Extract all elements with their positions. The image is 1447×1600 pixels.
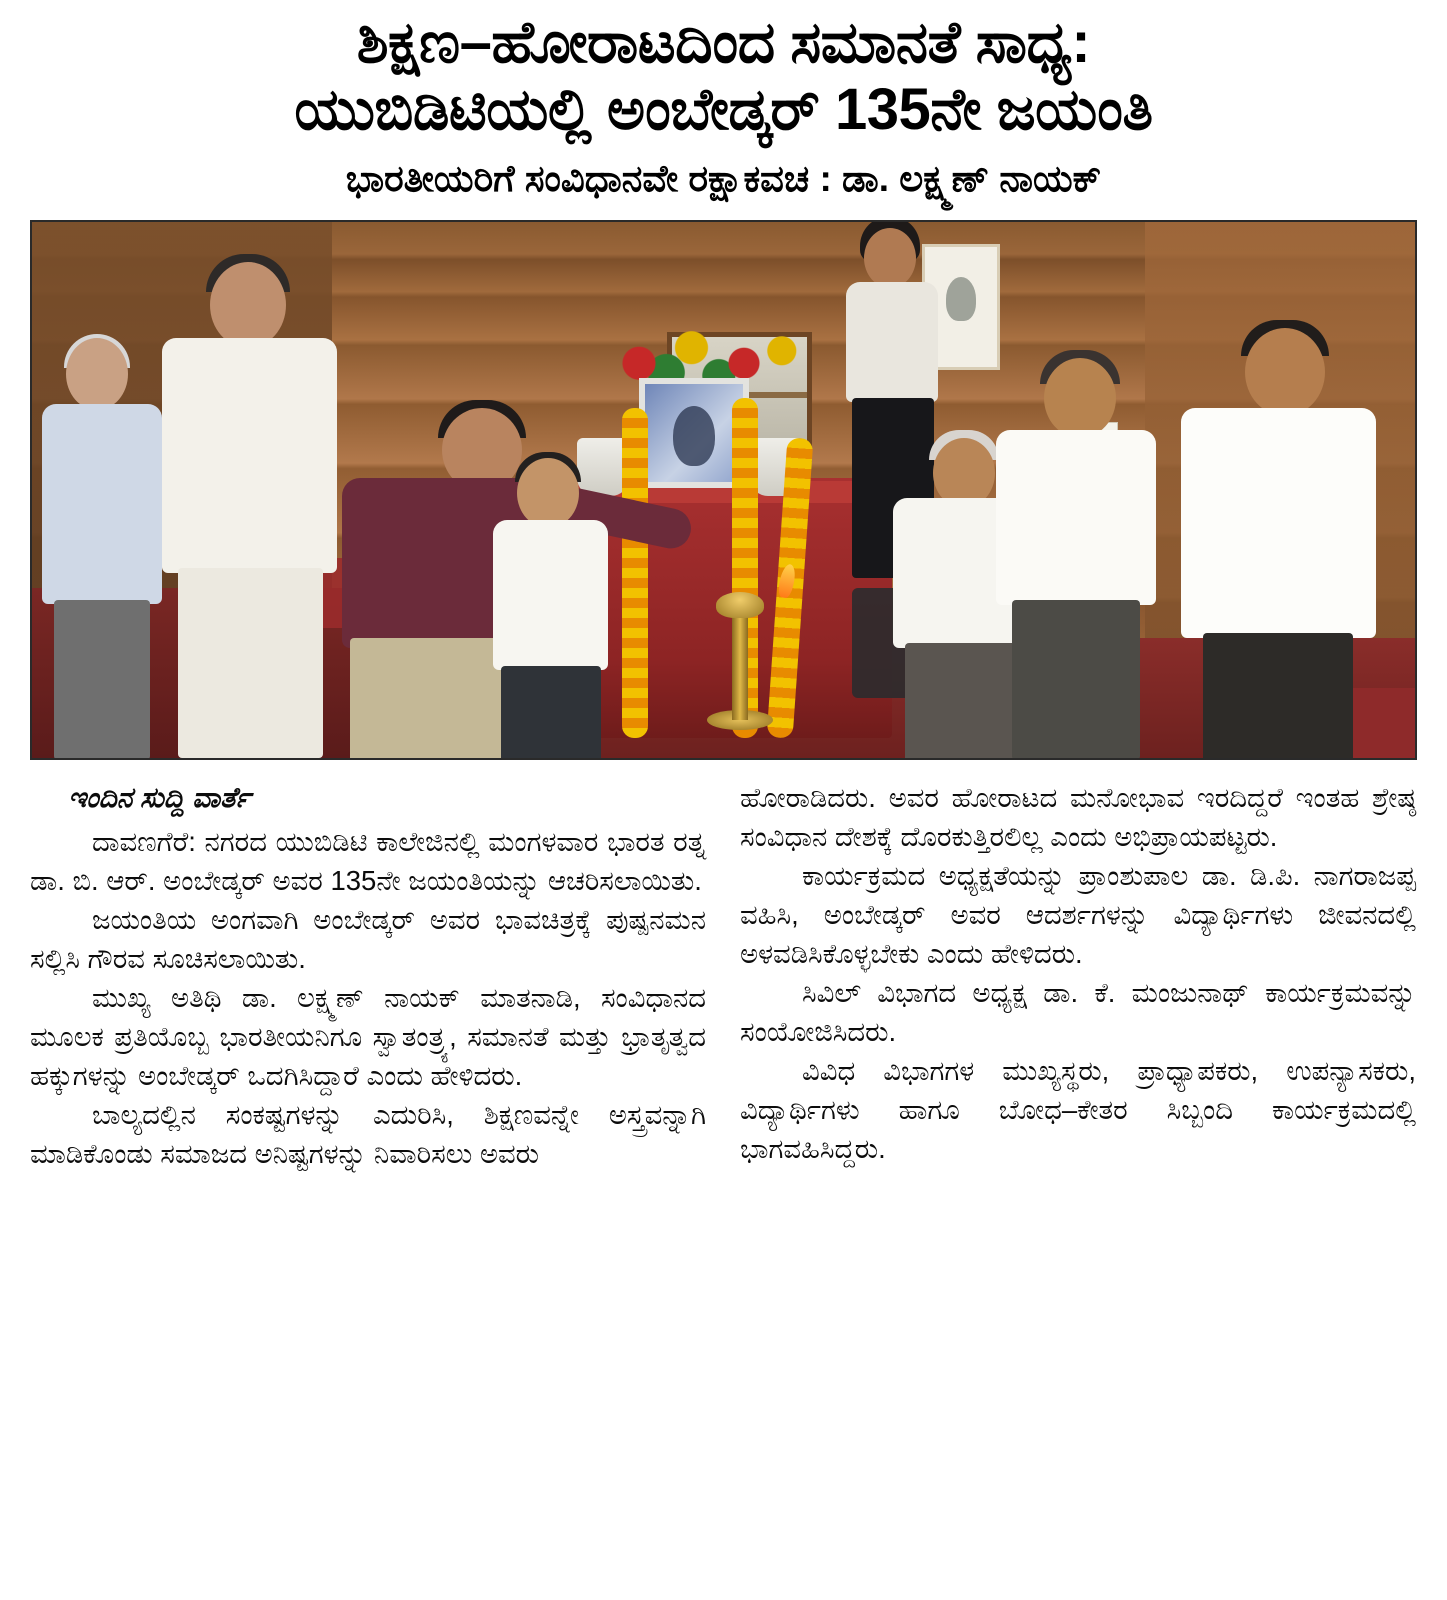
photo-scene xyxy=(32,222,1415,758)
person-8-torso xyxy=(1181,408,1376,638)
person-1 xyxy=(42,338,162,758)
person-7-legs xyxy=(1012,600,1140,760)
person-7-head xyxy=(1044,358,1116,438)
headline-line-1: ಶಿಕ್ಷಣ–ಹೋರಾಟದಿಂದ ಸಮಾನತೆ ಸಾಧ್ಯ: xyxy=(356,10,1091,75)
article-kicker: ಇಂದಿನ ಸುದ್ದಿ ವಾರ್ತೆ xyxy=(68,781,251,813)
article-column-left xyxy=(30,778,706,1173)
person-8 xyxy=(1175,328,1375,758)
sub-headline: ಭಾರತೀಯರಿಗೆ ಸಂವಿಧಾನವೇ ರಕ್ಷಾಕವಚ : ಡಾ. ಲಕ್ಷ್ಮಣ್ ನಾಯಕ್ xyxy=(345,158,1102,200)
article-body xyxy=(30,778,1417,1173)
paragraph: ಮುಖ್ಯ ಅತಿಥಿ ಡಾ. ಲಕ್ಷ್ಮಣ್ ನಾಯಕ್ ಮಾತನಾಡಿ, ಸಂವಿಧಾನದ ಮೂಲಕ ಪ್ರತಿಯೊಬ್ಬ ಭಾರತೀಯನಿಗೂ ಸ್ವಾತಂತ್ರ್ಯ, ಸಮಾನತೆ ಮತ್ತು ಭ್ರಾತೃತ್ವದ ಹಕ್ಕುಗಳನ್ನು ಅಂಬೇಡ್ಕರ್ ಒದಗಿಸಿದ್ದಾರೆ ಎಂದು ಹೇಳಿದರು. xyxy=(30,981,706,1091)
person-7-torso xyxy=(996,430,1156,605)
paragraph: ವಿವಿಧ ವಿಭಾಗಗಳ ಮುಖ್ಯಸ್ಥರು, ಪ್ರಾಧ್ಯಾಪಕರು, ಉಪನ್ಯಾಸಕರು, ವಿದ್ಯಾರ್ಥಿಗಳು ಹಾಗೂ ಬೋಧ–ಕೇತರ ಸಿಬ್ಬಂದಿ ಕಾರ್ಯಕ್ರಮದಲ್ಲಿ ಭಾಗವಹಿಸಿದ್ದರು. xyxy=(740,1055,1416,1165)
page-title xyxy=(30,0,1417,143)
paragraph: ಹೋರಾಡಿದರು. ಅವರ ಹೋರಾಟದ ಮನೋಭಾವ ಇರದಿದ್ದರೆ ಇಂತಹ ಶ್ರೇಷ್ಠ ಸಂವಿಧಾನ ದೇಶಕ್ಕೆ ದೊರಕುತ್ತಿರಲಿಲ್ಲ ಎಂದು ಅಭಿಪ್ರಾಯಪಟ್ಟರು. xyxy=(740,781,1416,852)
person-1-torso xyxy=(42,404,162,604)
article-photo xyxy=(30,220,1417,760)
lamp-stand xyxy=(732,610,748,720)
lamp-bowl xyxy=(716,592,764,618)
person-2 xyxy=(152,288,342,758)
person-4-torso xyxy=(493,520,608,670)
person-2-head xyxy=(210,262,286,348)
person-1-legs xyxy=(54,600,150,760)
article-column-right xyxy=(740,778,1416,1173)
person-5-head xyxy=(864,228,916,288)
person-4 xyxy=(487,428,607,758)
person-7 xyxy=(992,338,1157,758)
person-2-legs xyxy=(178,568,323,758)
paragraph: ಜಯಂತಿಯ ಅಂಗವಾಗಿ ಅಂಬೇಡ್ಕರ್ ಅವರ ಭಾವಚಿತ್ರಕ್ಕೆ ಪುಷ್ಪನಮನ ಸಲ್ಲಿಸಿ ಗೌರವ ಸೂಚಿಸಲಾಯಿತು. xyxy=(30,903,706,974)
person-2-torso xyxy=(162,338,337,573)
paragraph: ಕಾರ್ಯಕ್ರಮದ ಅಧ್ಯಕ್ಷತೆಯನ್ನು ಪ್ರಾಂಶುಪಾಲ ಡಾ. ಡಿ.ಪಿ. ನಾಗರಾಜಪ್ಪ ವಹಿಸಿ, ಅಂಬೇಡ್ಕರ್ ಅವರ ಆದರ್ಶಗಳನ್ನು ವಿದ್ಯಾರ್ಥಿಗಳು ಜೀವನದಲ್ಲಿ ಅಳವಡಿಸಿಕೊಳ್ಳಬೇಕು ಎಂದು ಹೇಳಿದರು. xyxy=(740,859,1416,969)
person-8-legs xyxy=(1203,633,1353,760)
paragraph: ಸಿವಿಲ್ ವಿಭಾಗದ ಅಧ್ಯಕ್ಷ ಡಾ. ಕೆ. ಮಂಜುನಾಥ್ ಕಾರ್ಯಕ್ರಮವನ್ನು ಸಂಯೋಜಿಸಿದರು. xyxy=(740,977,1416,1048)
marigold-garland-1 xyxy=(622,408,648,738)
person-4-head xyxy=(517,458,579,528)
person-8-head xyxy=(1245,328,1325,416)
person-1-head xyxy=(66,338,128,410)
person-5-torso xyxy=(846,282,938,402)
person-4-legs xyxy=(501,666,601,760)
headline-line-2: ಯುಬಿಡಿಟಿಯಲ್ಲಿ ಅಂಬೇಡ್ಕರ್ 135ನೇ ಜಯಂತಿ xyxy=(294,76,1153,142)
paragraph: ದಾವಣಗೆರೆ: ನಗರದ ಯುಬಿಡಿಟಿ ಕಾಲೇಜಿನಲ್ಲಿ ಮಂಗಳವಾರ ಭಾರತ ರತ್ನ ಡಾ. ಬಿ. ಆರ್. ಅಂಬೇಡ್ಕರ್ ಅವರ 135ನೇ ಜಯಂತಿಯನ್ನು ಆಚರಿಸಲಾಯಿತು. xyxy=(30,825,706,896)
paragraph: ಬಾಲ್ಯದಲ್ಲಿನ ಸಂಕಷ್ಟಗಳನ್ನು ಎದುರಿಸಿ, ಶಿಕ್ಷಣವನ್ನೇ ಅಸ್ತ್ರವನ್ನಾಗಿ ಮಾಡಿಕೊಂಡು ಸಮಾಜದ ಅನಿಷ್ಟಗಳನ್ನು ನಿವಾರಿಸಲು ಅವರು xyxy=(30,1098,706,1169)
